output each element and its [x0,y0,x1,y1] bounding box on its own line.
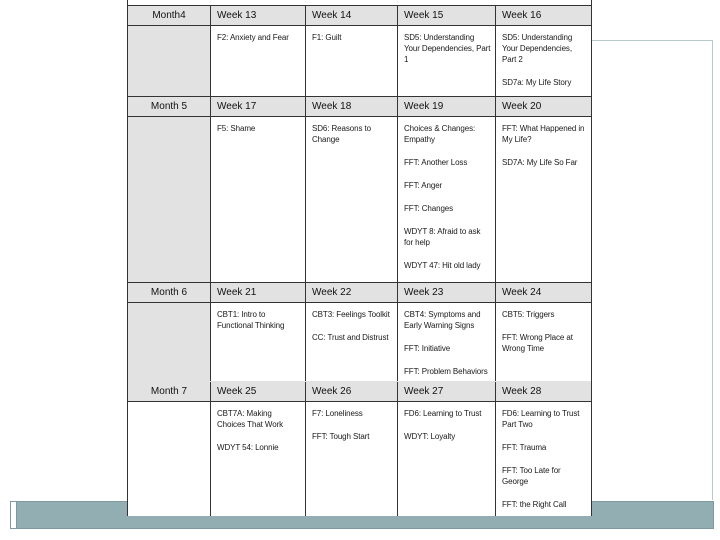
session-entry: SD7a: My Life Story [502,78,572,87]
session-entry: FFT: Trauma [502,443,547,452]
week-label: Week 26 [305,382,397,401]
week-label: Week 23 [397,283,495,302]
slide-footer-cap [10,501,17,529]
month-spacer-cell [128,26,210,96]
session-entry: WDYT 8: Afraid to ask for help [404,227,481,247]
week-cell [397,402,495,516]
week-label: Week 16 [495,6,591,25]
week-label: Week 18 [305,97,397,116]
month-label: Month 6 [150,287,188,298]
session-entry: FFT: Another Loss [404,158,468,167]
week-label: Week 28 [495,382,591,401]
frame-top-rule [592,40,712,41]
week-label: Week 14 [305,6,397,25]
month-header-row [128,381,591,402]
schedule-table [127,0,592,516]
week-label: Week 19 [397,97,495,116]
month-content-row [128,303,591,381]
week-label: Week 13 [210,6,305,25]
week-cell [305,117,397,282]
session-entry: SD5: Understanding Your Dependencies, Part 2 [502,33,573,64]
week-cell [305,303,397,381]
session-entry: CBT3: Feelings Toolkit [312,310,390,319]
week-cell [397,26,495,96]
week-cell [305,402,397,516]
week-cell [495,402,591,516]
session-entry: FFT: the Right Call [502,500,567,509]
session-entry: FFT: Too Late for George [502,466,561,486]
week-cell [495,117,591,282]
session-entry: CBT1: Intro to Functional Thinking [217,310,285,330]
session-entry: CBT5: Triggers [502,310,555,319]
month-spacer-cell [128,402,210,516]
week-cell [210,26,305,96]
session-entry: CBT7A: Making Choices That Work [217,409,284,429]
session-entry: WDYT: Loyalty [404,432,456,441]
week-label: Week 24 [495,283,591,302]
session-entry: FFT: What Happened in My Life? [502,124,585,144]
week-cell [210,402,305,516]
month-header-row [128,5,591,26]
month-content-row [128,402,591,516]
month-header-row [128,282,591,303]
month-spacer-cell [128,303,210,381]
session-entry: FD6: Learning to Trust Part Two [502,409,580,429]
session-entry: SD7A: My Life So Far [502,158,578,167]
month-content-row [128,117,591,282]
week-label: Week 15 [397,6,495,25]
frame-side-rule [712,40,713,500]
session-entry: FFT: Anger [404,181,443,190]
session-entry: FFT: Changes [404,204,454,213]
session-entry: Choices & Changes: Empathy [404,124,476,144]
week-cell [305,26,397,96]
week-label: Week 22 [305,283,397,302]
month-content-row [128,26,591,96]
month-header-row [128,96,591,117]
session-entry: SD6: Reasons to Change [312,124,371,144]
week-cell [397,303,495,381]
session-entry: CC: Trust and Distrust [312,333,389,342]
session-entry: FFT: Initiative [404,344,451,353]
week-cell [495,26,591,96]
week-cell [210,117,305,282]
session-entry: FFT: Tough Start [312,432,370,441]
session-entry: FFT: Wrong Place at Wrong Time [502,333,573,353]
week-label: Week 27 [397,382,495,401]
week-label: Week 25 [210,382,305,401]
session-entry: F2: Anxiety and Fear [217,33,289,42]
week-label: Week 21 [210,283,305,302]
session-entry: SD5: Understanding Your Dependencies, Part 1 [404,33,491,64]
month-label: Month 5 [150,101,188,112]
week-cell [495,303,591,381]
session-entry: F7: Loneliness [312,409,363,418]
session-entry: CBT4: Symptoms and Early Warning Signs [404,310,481,330]
week-label: Week 17 [210,97,305,116]
week-label: Week 20 [495,97,591,116]
session-entry: F1: Guilt [312,33,342,42]
week-cell [397,117,495,282]
week-cell [210,303,305,381]
session-entry: F5: Shame [217,124,256,133]
session-entry: WDYT 47: Hit old lady [404,261,481,270]
session-entry: WDYT 54: Lonnie [217,443,279,452]
month-label: Month 7 [150,386,188,397]
session-entry: FFT: Problem Behaviors [404,367,488,376]
month-spacer-cell [128,117,210,282]
month-label: Month4 [152,10,186,21]
session-entry: FD6: Learning to Trust [404,409,482,418]
